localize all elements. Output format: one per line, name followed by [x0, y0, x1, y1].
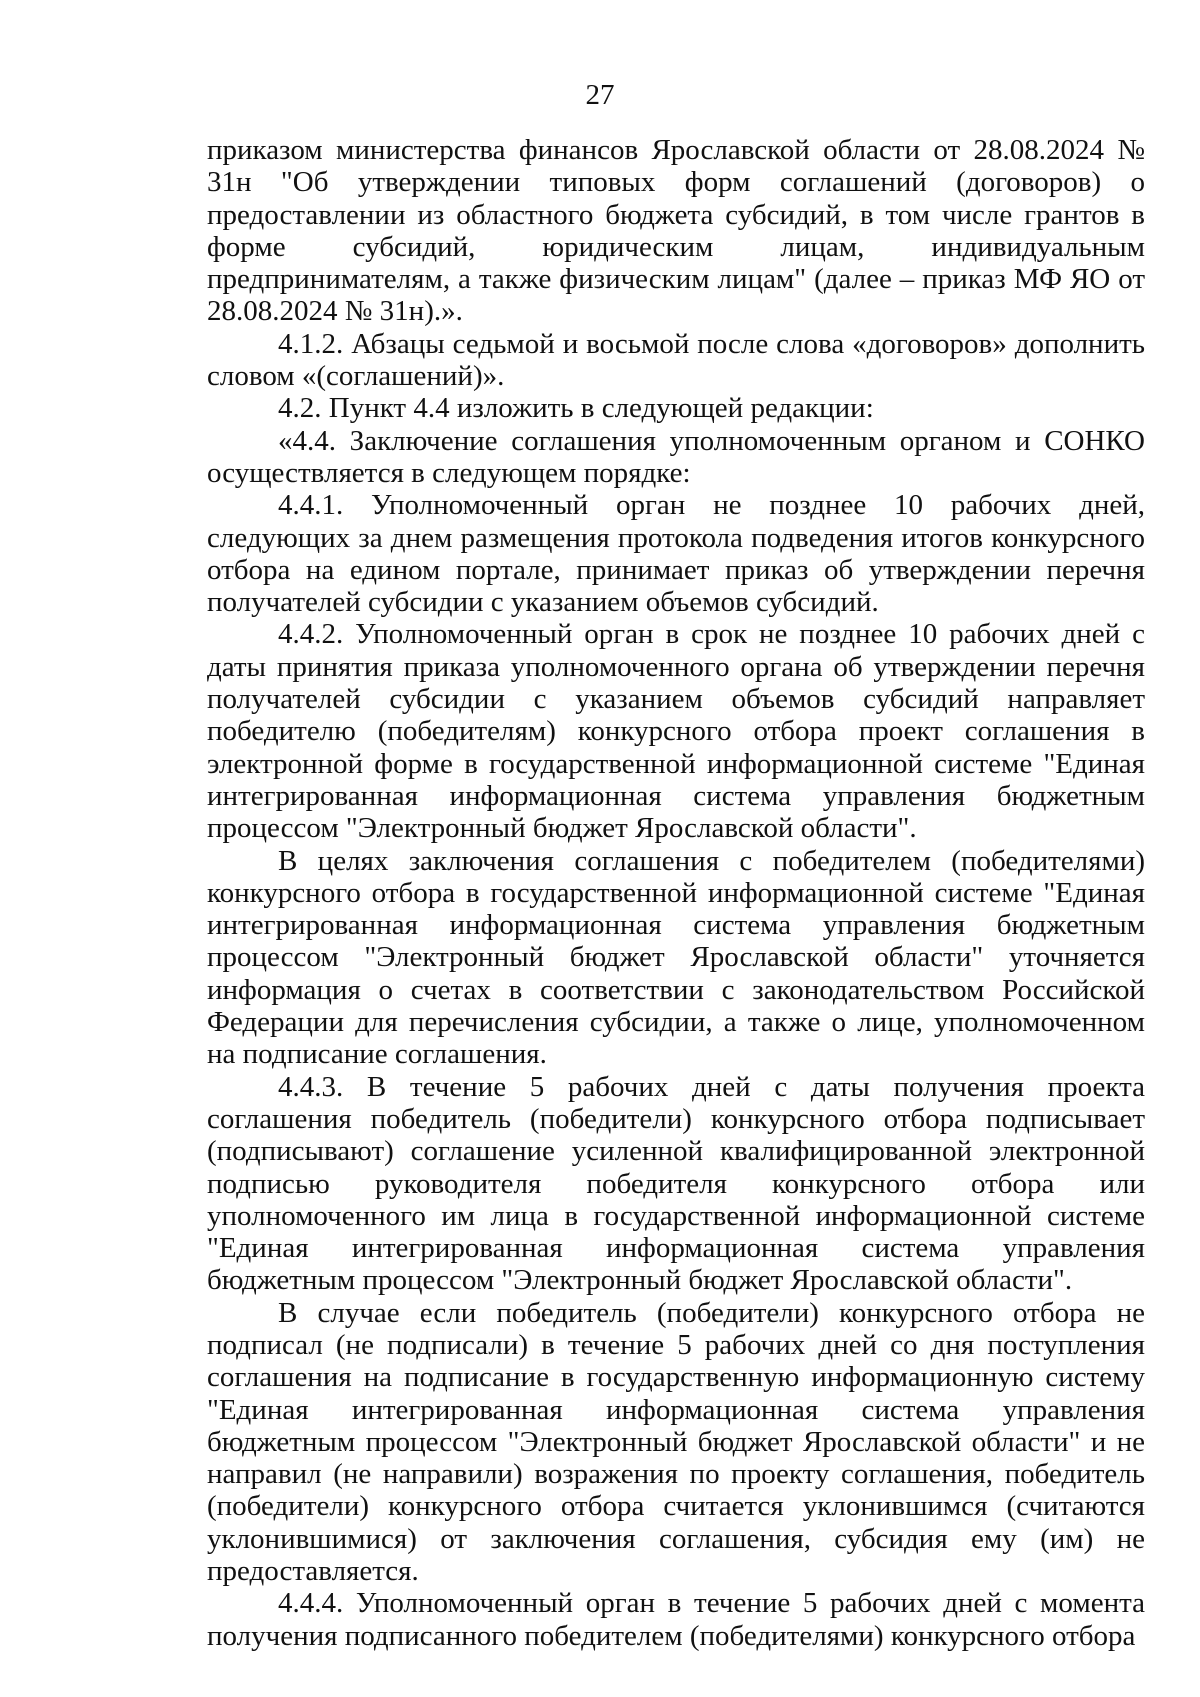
document-body [207, 134, 1145, 1652]
paragraph-4: «4.4. Заключение соглашения уполномоченным органом и СОНКО осуществляется в следующем порядке: [207, 424, 1145, 489]
paragraph-10: 4.4.4. Уполномоченный орган в течение 5 рабочих дней с момента получения подписанного победителем (победителями) конкурсного отбора [207, 1587, 1145, 1652]
page-number: 27 [585, 79, 615, 111]
paragraph-8: 4.4.3. В течение 5 рабочих дней с даты получения проекта соглашения победитель (победители) конкурсного отбора подписывает (подписывают) соглашение усиленной квалифицированной электронной подписью руководителя победителя конкурсного отбора или уполномоченного им лица в государственной информационной системе "Единая интегрированная информационная система управления бюджетным процессом "Электронный бюджет Ярославской области". [207, 1070, 1145, 1297]
paragraph-9: В случае если победитель (победители) конкурсного отбора не подписал (не подписали) в течение 5 рабочих дней со дня поступления соглашения на подписание в государственную информационную систему "Единая интегрированная информационная система управления бюджетным процессом "Электронный бюджет Ярославской области" и не направил (не направили) возражения по проекту соглашения, победитель (победители) конкурсного отбора считается уклонившимся (считаются уклонившимися) от заключения соглашения, субсидия ему (им) не предоставляется. [207, 1296, 1145, 1588]
paragraph-2: 4.1.2. Абзацы седьмой и восьмой после слова «договоров» дополнить словом «(соглашений)». [207, 327, 1145, 393]
paragraph-1: приказом министерства финансов Ярославской области от 28.08.2024 № 31н "Об утверждении типовых форм соглашений (договоров) о предоставлении из областного бюджета субсидий, в том числе грантов в форме субсидий, юридическим лицам, индивидуальным предпринимателям, а также физическим лицам" (далее – приказ МФ ЯО от 28.08.2024 № 31н).». [207, 134, 1145, 328]
paragraph-7: В целях заключения соглашения с победителем (победителями) конкурсного отбора в государственной информационной системе "Единая интегрированная информационная система управления бюджетным процессом "Электронный бюджет Ярославской области" уточняется информация о счетах в соответствии с законодательством Российской Федерации для перечисления субсидии, а также о лице, уполномоченном на подписание соглашения. [207, 844, 1145, 1071]
paragraph-3: 4.2. Пункт 4.4 изложить в следующей редакции: [278, 392, 874, 425]
paragraph-5: 4.4.1. Уполномоченный орган не позднее 10 рабочих дней, следующих за днем размещения протокола подведения итогов конкурсного отбора на едином портале, принимает приказ об утверждении перечня получателей субсидии с указанием объемов субсидий. [207, 489, 1145, 619]
paragraph-6: 4.4.2. Уполномоченный орган в срок не позднее 10 рабочих дней с даты принятия приказа уполномоченного органа об утверждении перечня получателей субсидии с указанием объемов субсидий направляет победителю (победителям) конкурсного отбора проект соглашения в электронной форме в государственной информационной системе "Единая интегрированная информационная система управления бюджетным процессом "Электронный бюджет Ярославской области". [207, 618, 1145, 845]
